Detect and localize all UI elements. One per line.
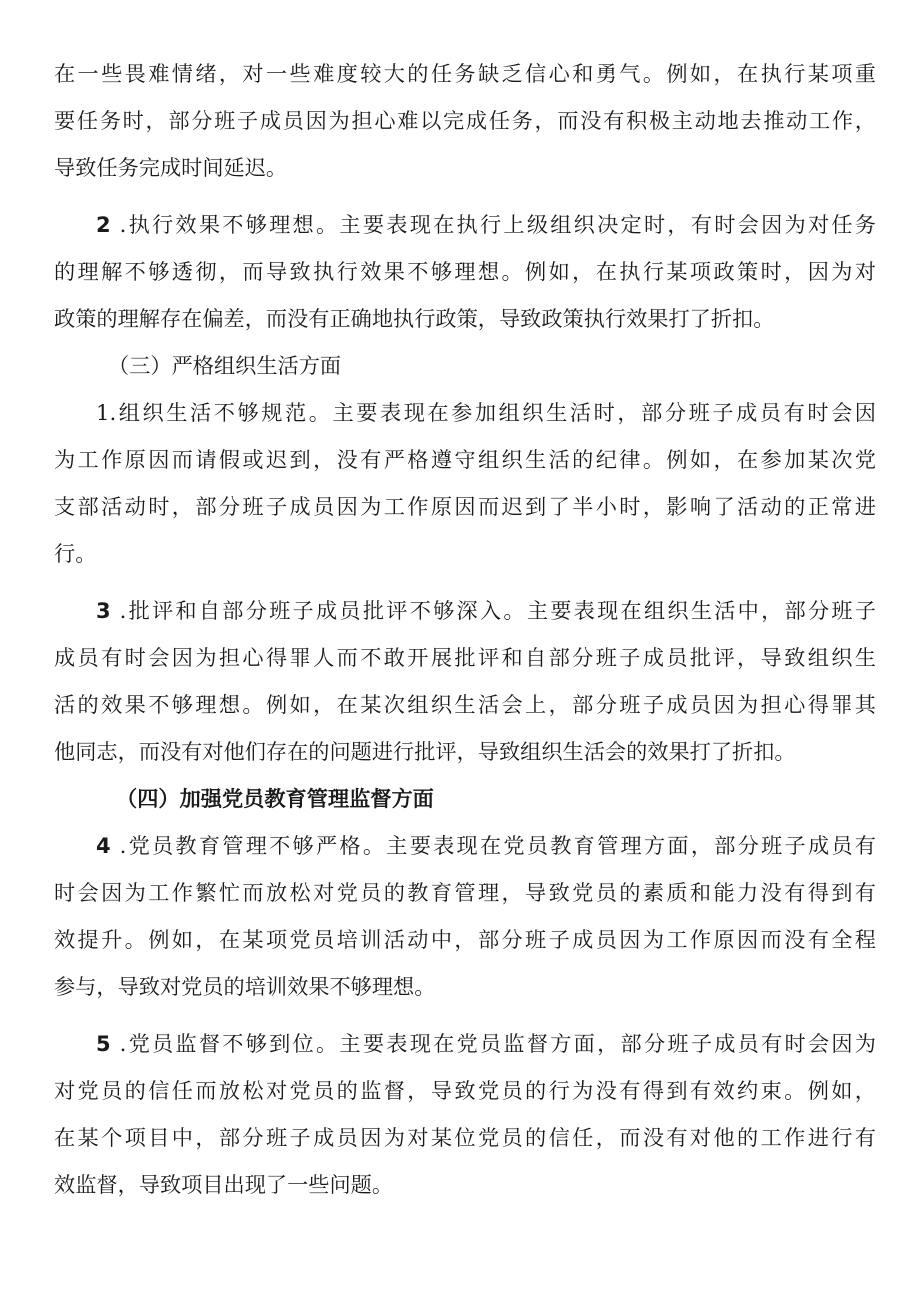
- paragraph-criticism: [54, 587, 876, 775]
- text-line: 参与，导致对党员的培训效果不够理想。: [54, 974, 436, 999]
- text-line: 他同志，而没有对他们存在的问题进行批评，导致组织生活会的效果打了折扣。: [54, 739, 796, 764]
- paragraph-supervision: [54, 1020, 876, 1208]
- item-number: 3: [96, 599, 111, 623]
- item-number: 4: [96, 834, 111, 858]
- item-text: .党员监督不够到位。主要表现在党员监督方面，部分班子成员有时会因为: [110, 1031, 876, 1056]
- section-heading-3: （三）严格组织生活方面: [108, 353, 342, 378]
- text-line: 导致任务完成时间延迟。: [54, 155, 288, 180]
- item-text: .党员教育管理不够严格。主要表现在党员教育管理方面，部分班子成员有: [110, 833, 876, 858]
- text-line: 效监督，导致项目出现了一些问题。: [54, 1172, 394, 1197]
- text-line: 行。: [54, 541, 97, 566]
- text-line: 支部活动时，部分班子成员因为工作原因而迟到了半小时，影响了活动的正常进: [54, 494, 876, 519]
- item-number: 5: [96, 1032, 111, 1056]
- text-line: 在一些畏难情绪，对一些难度较大的任务缺乏信心和勇气。例如，在执行某项重: [54, 61, 876, 86]
- paragraph-education-management: [54, 822, 876, 1010]
- item-number: 2: [96, 213, 111, 237]
- paragraph-execution-effect: [54, 201, 876, 342]
- text-line: 政策的理解存在偏差，而没有正确地执行政策，导致政策执行效果打了折扣。: [54, 306, 775, 331]
- text-line: 要任务时，部分班子成员因为担心难以完成任务，而没有积极主动地去推动工作，: [54, 108, 876, 133]
- text-line: [54, 1020, 876, 1067]
- text-line: 活的效果不够理想。例如，在某次组织生活会上，部分班子成员因为担心得罪其: [54, 692, 876, 717]
- text-line: [54, 822, 876, 869]
- text-line: 在某个项目中，部分班子成员因为对某位党员的信任，而没有对他的工作进行有: [54, 1125, 876, 1150]
- text-line: [54, 587, 876, 634]
- text-line: 效提升。例如，在某项党员培训活动中，部分班子成员因为工作原因而没有全程: [54, 927, 876, 952]
- paragraph-org-life-standard: [54, 389, 876, 577]
- text-line: [54, 201, 876, 248]
- text-line: 1.组织生活不够规范。主要表现在参加组织生活时，部分班子成员有时会因: [96, 400, 876, 425]
- item-text: .执行效果不够理想。主要表现在执行上级组织决定时，有时会因为对任务: [110, 212, 876, 237]
- text-line: 时会因为工作繁忙而放松对党员的教育管理，导致党员的素质和能力没有得到有: [54, 880, 876, 905]
- item-text: .批评和自部分班子成员批评不够深入。主要表现在组织生活中，部分班子: [110, 598, 876, 623]
- text-line: 的理解不够透彻，而导致执行效果不够理想。例如，在执行某项政策时，因为对: [54, 259, 876, 284]
- text-line: 对党员的信任而放松对党员的监督，导致党员的行为没有得到有效约束。例如，: [54, 1078, 876, 1103]
- section-heading-4: （四）加强党员教育管理监督方面: [116, 786, 434, 811]
- document-page: [54, 50, 876, 1208]
- text-line: 成员有时会因为担心得罪人而不敢开展批评和自部分班子成员批评，导致组织生: [54, 645, 876, 670]
- paragraph-task-confidence: [54, 50, 876, 191]
- text-line: 为工作原因而请假或迟到，没有严格遵守组织生活的纪律。例如，在参加某次党: [54, 447, 876, 472]
